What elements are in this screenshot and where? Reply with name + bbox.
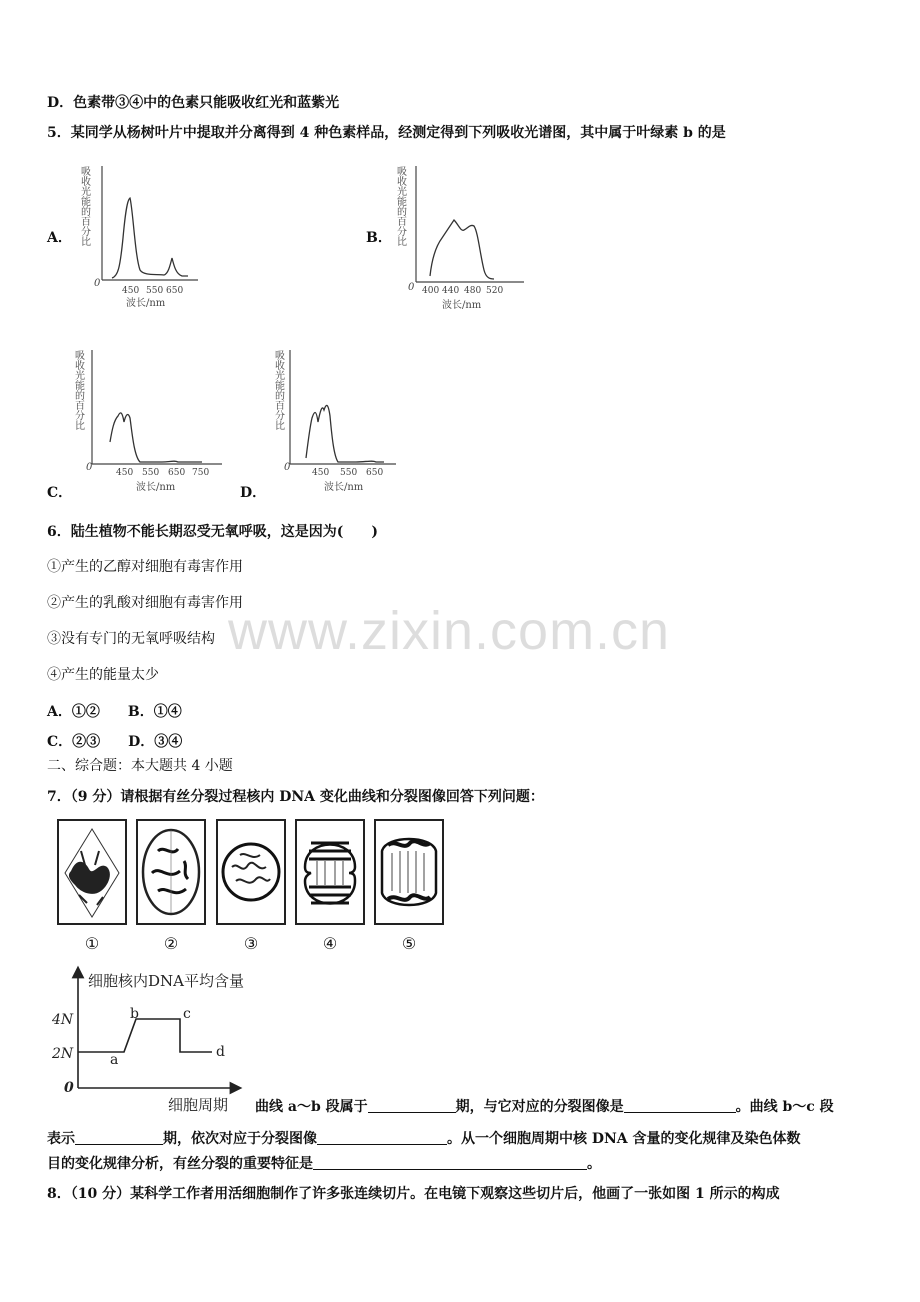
- cell-label-5: ⑤: [401, 934, 417, 953]
- q7-text-5: 期，依次对应于分裂图像: [163, 1131, 317, 1147]
- cell-label-1: ①: [84, 934, 100, 953]
- q7-answer-line-3: [47, 1153, 601, 1173]
- q7-text-8: 。: [587, 1156, 601, 1172]
- q7-stem: 7．（9 分）请根据有丝分裂过程核内 DNA 变化曲线和分裂图像回答下列问题：: [47, 789, 544, 805]
- spectrum-b-origin: 0: [408, 282, 415, 293]
- cell-image-3: [216, 819, 286, 925]
- spectrum-b-tick-3: 480: [464, 286, 482, 296]
- spectrum-c-origin: 0: [86, 462, 93, 473]
- q7-text-2: 期，与它对应的分裂图像是: [455, 1099, 624, 1115]
- spectrum-b: [394, 158, 534, 310]
- section-heading: 二、综合题：本大题共 4 小题: [47, 758, 233, 774]
- graph-tick-4n: 4N: [52, 1012, 74, 1028]
- spectrum-d-ylabel: 吸收光能的百分比: [272, 350, 284, 430]
- q7-text-4: 表示: [47, 1131, 75, 1147]
- spectrum-a-tick-1: 450: [122, 286, 140, 296]
- spectrum-c-tick-4: 750: [192, 468, 210, 478]
- cell-image-5: [374, 819, 444, 925]
- graph-point-a: a: [110, 1052, 119, 1068]
- q7-answer-line-2: [47, 1128, 801, 1148]
- spectrum-a-tick-2: 550: [146, 286, 164, 296]
- spectrum-c-tick-1: 450: [116, 468, 134, 478]
- cell-label-4: ④: [322, 934, 338, 953]
- q7-blank-1[interactable]: [368, 1098, 456, 1113]
- q4-option-d: D．色素带③④中的色素只能吸收红光和蓝紫光: [47, 95, 340, 111]
- spectrum-b-tick-1: 400: [422, 286, 440, 296]
- graph-tick-2n: 2N: [52, 1046, 74, 1062]
- graph-ylabel: 细胞核内DNA平均含量: [88, 972, 244, 990]
- graph-point-c: c: [183, 1006, 191, 1022]
- q6-item-2: ②产生的乳酸对细胞有毒害作用: [47, 595, 243, 611]
- spectrum-d-tick-2: 550: [340, 468, 358, 478]
- spectrum-d-xlabel: 波长/nm: [324, 482, 364, 493]
- q5-label-a: A．: [47, 230, 72, 246]
- q7-text-1: 曲线 a～b 段属于: [255, 1099, 368, 1115]
- spectrum-a: [78, 158, 208, 310]
- dna-content-graph: [50, 964, 260, 1114]
- cell-image-1: [57, 819, 127, 925]
- spectrum-b-tick-2: 440: [442, 286, 460, 296]
- spectrum-c-tick-2: 550: [142, 468, 160, 478]
- q6-item-4: ④产生的能量太少: [47, 667, 159, 683]
- q7-text-6: 。从一个细胞周期中核 DNA 含量的变化规律及染色体数: [447, 1131, 801, 1147]
- spectrum-d-tick-1: 450: [312, 468, 330, 478]
- graph-xlabel: 细胞周期: [168, 1096, 229, 1114]
- spectrum-d-tick-3: 650: [366, 468, 384, 478]
- spectrum-c-ylabel: 吸收光能的百分比: [72, 350, 84, 430]
- graph-point-b: b: [130, 1006, 139, 1022]
- spectrum-a-ylabel: 吸收光能的百分比: [78, 166, 90, 246]
- spectrum-d-origin: 0: [284, 462, 291, 473]
- q6-stem: 6．陆生植物不能长期忍受无氧呼吸，这是因为( ): [47, 524, 378, 540]
- spectrum-b-xlabel: 波长/nm: [442, 300, 482, 310]
- spectrum-c-xlabel: 波长/nm: [136, 482, 176, 493]
- q7-answer-line-1: [255, 1096, 834, 1116]
- spectrum-a-origin: 0: [94, 278, 101, 289]
- cell-label-3: ③: [243, 934, 259, 953]
- q6-item-3: ③没有专门的无氧呼吸结构: [47, 631, 215, 647]
- q7-blank-5[interactable]: [313, 1155, 587, 1170]
- q8-stem: 8．（10 分）某科学工作者用活细胞制作了许多张连续切片。在电镜下观察这些切片后，他画了一张如图 1 所示的构成: [47, 1186, 780, 1202]
- cell-image-2: [136, 819, 206, 925]
- q5-label-b: B．: [366, 230, 392, 246]
- spectrum-d: [272, 342, 402, 494]
- spectrum-b-tick-4: 520: [486, 286, 504, 296]
- graph-tick-0: 0: [64, 1080, 74, 1096]
- q6-options-cd: C．②③ D．③④: [47, 734, 183, 750]
- q6-item-1: ①产生的乙醇对细胞有毒害作用: [47, 559, 243, 575]
- q7-blank-3[interactable]: [75, 1130, 163, 1145]
- q7-blank-4[interactable]: [317, 1130, 447, 1145]
- spectrum-c-tick-3: 650: [168, 468, 186, 478]
- q6-options-ab: A．①② B．①④: [47, 704, 182, 720]
- q7-text-3: 。曲线 b～c 段: [735, 1099, 834, 1115]
- spectrum-c: [72, 342, 232, 494]
- cell-image-4: [295, 819, 365, 925]
- q7-blank-2[interactable]: [624, 1098, 736, 1113]
- q5-label-d: D．: [240, 485, 267, 501]
- watermark: www.zixin.com.cn: [228, 601, 671, 661]
- spectrum-b-ylabel: 吸收光能的百分比: [394, 166, 406, 246]
- cell-label-2: ②: [163, 934, 179, 953]
- spectrum-a-xlabel: 波长/nm: [126, 298, 166, 309]
- spectrum-a-tick-3: 650: [166, 286, 184, 296]
- graph-point-d: d: [216, 1044, 225, 1060]
- q5-label-c: C．: [47, 485, 73, 501]
- q7-text-7: 目的变化规律分析，有丝分裂的重要特征是: [47, 1156, 313, 1172]
- q5-stem: 5．某同学从杨树叶片中提取并分离得到 4 种色素样品，经测定得到下列吸收光谱图，其中属于叶绿素 b 的是: [47, 125, 726, 141]
